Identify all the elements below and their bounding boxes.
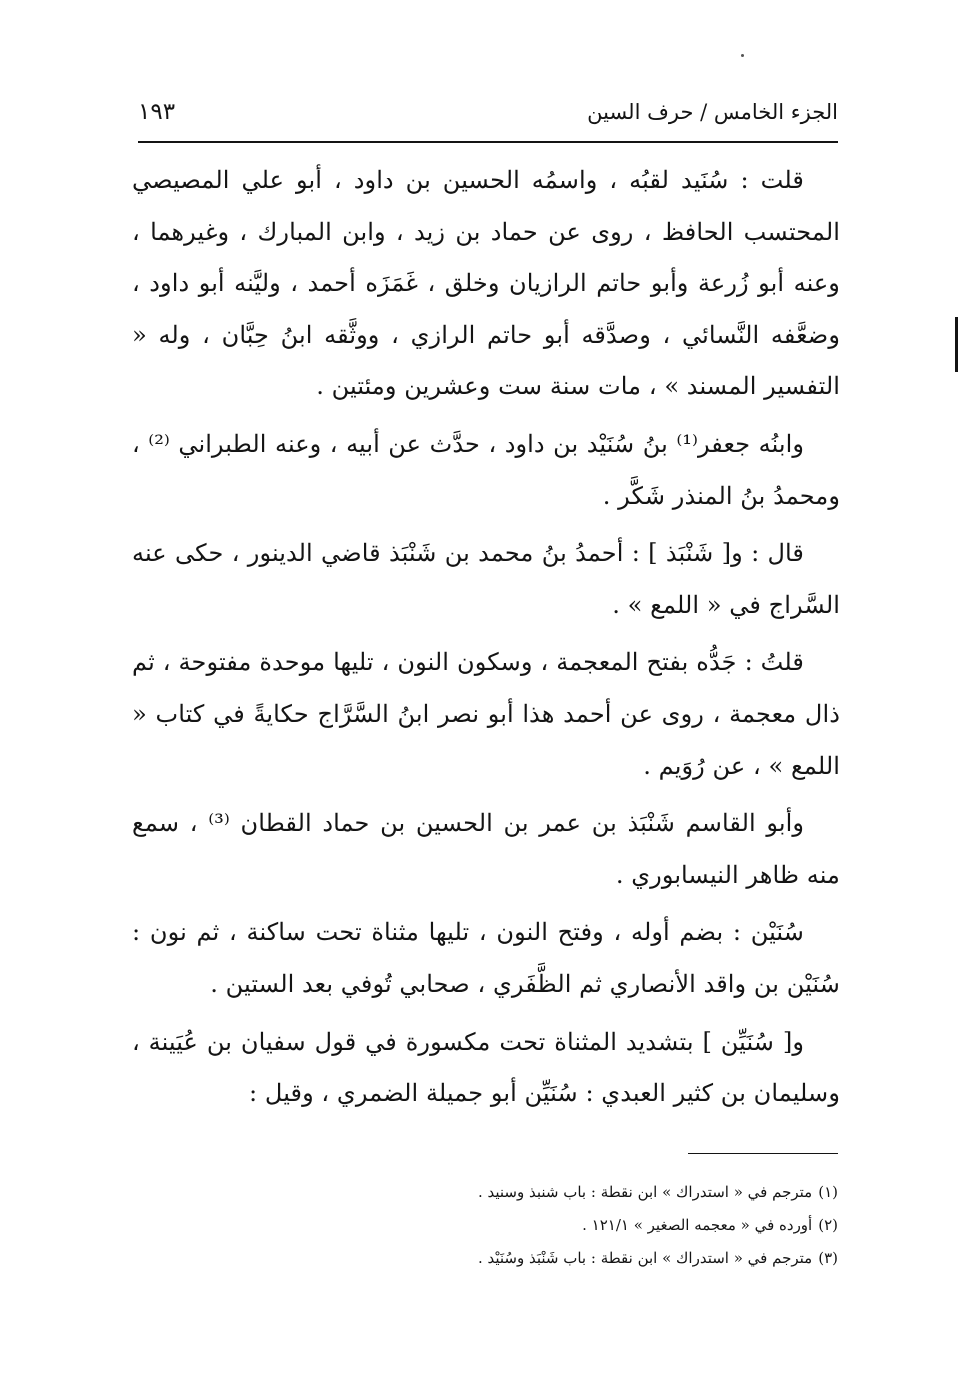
footnote-text: أورده في « معجمه الصغير » ١٢١/١ . [582,1216,813,1234]
page-number: ١٩٣ [138,99,176,125]
scan-speck [741,54,744,57]
paragraph: وابنُه جعفر⁽¹⁾ بنُ سُنَيْد بن داود ، حدَّث عن أبيه ، وعنه الطبراني ⁽²⁾ ، ومحمدُ بنُ المنذر شَكَّر . [132,429,840,510]
paragraph: سُنَيْن : بضم أوله ، وفتح النون ، تليها مثناة تحت ساكنة ، ثم نون : سُنَيْن بن واقد الأنصاري ثم الظَّفَري ، صحابي تُوفي بعد الستين . [132,918,840,998]
scan-edge-mark [955,317,958,372]
paragraph: وأبو القاسم شَنْبَذ بن عمر بن الحسين بن حماد القطان ⁽³⁾ ، سمع منه ظاهر النيسابوري . [132,809,840,889]
paragraph: قال : و[ شَنْبَذ ] : أحمدُ بنُ محمد بن شَنْبَذ قاضي الدينور ، حكى عنه السَّراج في « اللمع » . [132,539,840,619]
paragraph: و[ سُنَيِّن ] بتشديد المثناة تحت مكسورة في قول سفيان بن عُيَينة ، وسليمان بن كثير العبدي : سُنَيِّن أبو جميلة الضمري ، وقيل : [132,1027,840,1108]
paragraph: قلت : سُنَيد لقبُه ، واسمُه الحسين بن داود ، أبو علي المصيصي المحتسب الحافظ ، روى عن حماد بن زيد ، وابن المبارك ، وغيرهما ، وعنه أبو زُرعة وأبو حاتم الرازيان وخلق ، غَمَزَه أحمد ، وليَّنه أبو داود ، وضعَّفه النَّسائي ، وصدَّقه أبو حاتم الرازي ، ووثَّقه ابنُ حِبَّان ، وله « التفسير المسند » ، مات سنة ست وعشرين ومئتين . [132,166,840,401]
footnote-text: مترجم في « استدراك » ابن نقطة : باب شَنْبَذ وسُنَيْد . [477,1249,813,1267]
footnote [360,1209,838,1242]
footnote-text: مترجم في « استدراك » ابن نقطة : باب شنبذ وسنيد . [477,1183,813,1201]
footnote-number: (١) [818,1183,838,1201]
running-header-title: الجزء الخامس / حرف السين [587,100,838,124]
footnote-number: (٣) [818,1249,838,1267]
page-header [138,92,838,132]
main-text [132,155,840,1125]
footnote [360,1176,838,1209]
paragraph: قلتُ : جَدُّه بفتح المعجمة ، وسكون النون ، تليها موحدة مفتوحة ، ثم ذال معجمة ، روى عن أحمد هذا أبو نصر ابنُ السَّرَّاج حكايةً في كتاب « اللمع » ، عن رُوَيم . [132,648,840,780]
header-divider [138,141,838,143]
footnotes [360,1176,838,1296]
footnote-number: (٢) [818,1216,838,1234]
footnote-divider [688,1153,838,1154]
footnote [360,1242,838,1275]
